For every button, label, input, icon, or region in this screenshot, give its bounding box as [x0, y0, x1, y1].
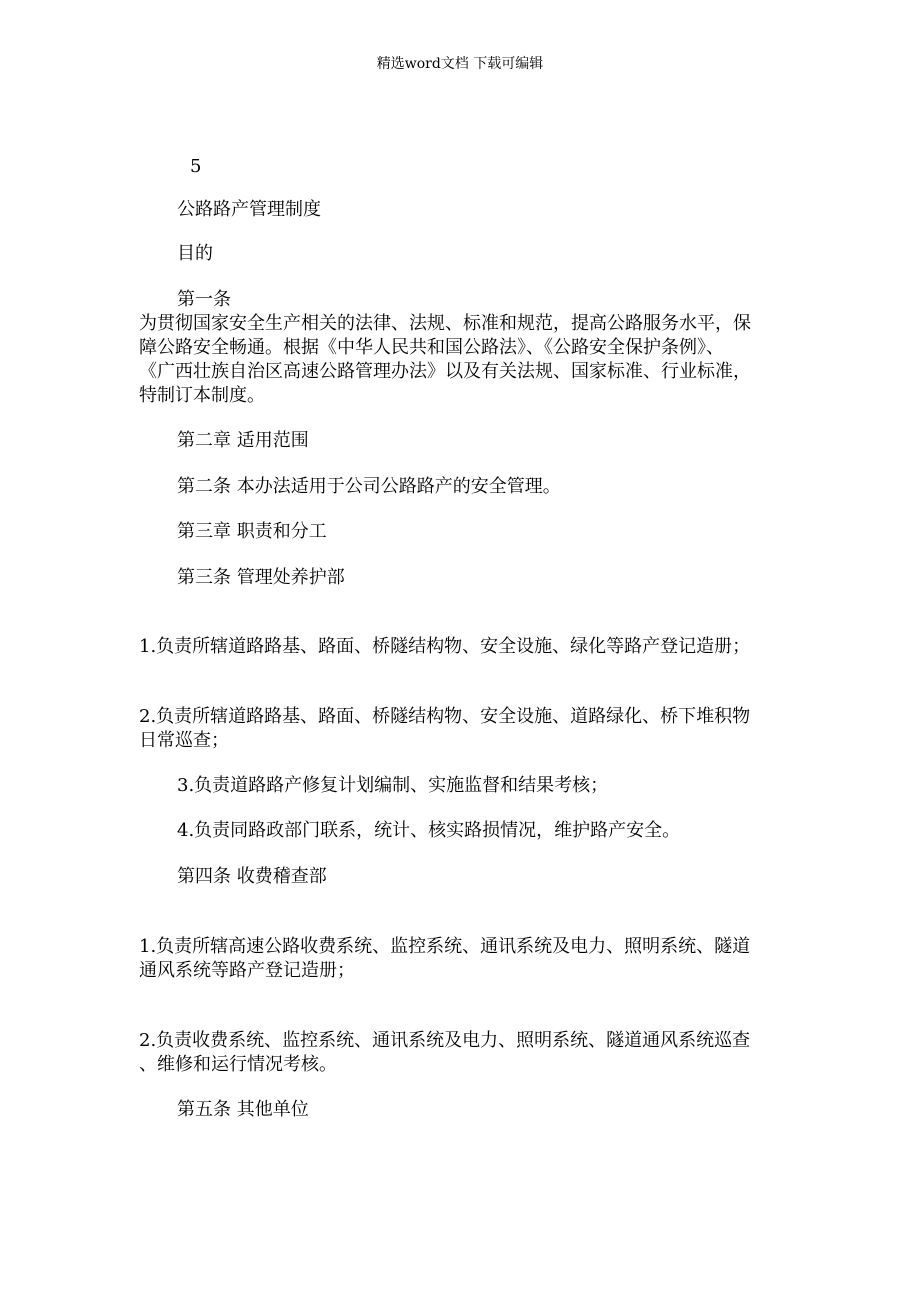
article-3-item-1: 1.负责所辖道路路基、路面、桥隧结构物、安全设施、绿化等路产登记造册； — [139, 636, 751, 657]
article-4-item-2-line: 、维修和运行情况考核。 — [139, 1054, 337, 1075]
article-4-item-2-line: 2.负责收费系统、监控系统、通讯系统及电力、照明系统、隧道通风系统巡查 — [139, 1030, 751, 1051]
article-3-item-2-line: 日常巡查； — [139, 730, 229, 751]
chapter-2-heading: 第二章 适用范围 — [177, 430, 309, 451]
article-1-line: 特制订本制度。 — [139, 385, 265, 406]
article-3-item-2-line: 2.负责所辖道路路基、路面、桥隧结构物、安全设施、道路绿化、桥下堆积物 — [139, 706, 751, 727]
article-5-label: 第五条 其他单位 — [177, 1099, 309, 1120]
page-header: 精选word文档 下载可编辑 — [376, 56, 544, 72]
article-1-label: 第一条 — [177, 289, 231, 310]
article-4-item-1-line: 通风系统等路产登记造册； — [139, 960, 355, 981]
article-4-label: 第四条 收费稽查部 — [177, 866, 327, 887]
article-2-text: 第二条 本办法适用于公司公路路产的安全管理。 — [177, 476, 561, 497]
document-title: 公路路产管理制度 — [177, 199, 321, 220]
chapter-3-heading: 第三章 职责和分工 — [177, 521, 327, 542]
article-3-item-4: 4.负责同路政部门联系，统计、核实路损情况，维护路产安全。 — [177, 820, 681, 841]
article-1-line: 障公路安全畅通。根据《中华人民共和国公路法》、《公路安全保护条例》、 — [139, 337, 724, 358]
article-4-item-1-line: 1.负责所辖高速公路收费系统、监控系统、通讯系统及电力、照明系统、隧道 — [139, 936, 751, 957]
page-number: 5 — [190, 156, 202, 177]
section-heading-purpose: 目的 — [177, 243, 213, 264]
article-3-item-3: 3.负责道路路产修复计划编制、实施监督和结果考核； — [177, 775, 609, 796]
article-3-label: 第三条 管理处养护部 — [177, 567, 345, 588]
article-1-line: 《广西壮族自治区高速公路管理办法》以及有关法规、国家标准、行业标准， — [139, 361, 751, 382]
article-1-line: 为贯彻国家安全生产相关的法律、法规、标准和规范，提高公路服务水平，保 — [139, 313, 751, 334]
